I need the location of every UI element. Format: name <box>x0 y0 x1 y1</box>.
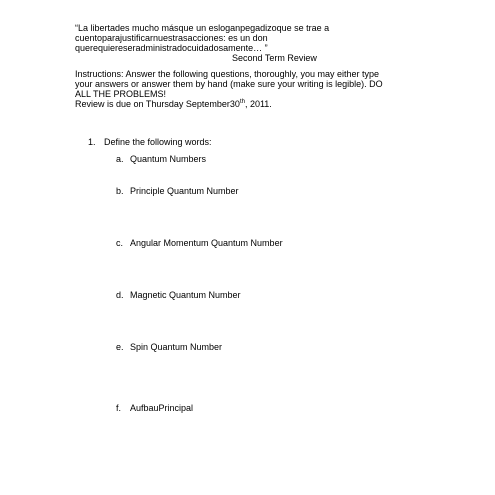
instructions-line-2: your answers or answer them by hand (make sure your writing is legible). DO <box>75 79 383 89</box>
item-letter: b. <box>116 186 124 196</box>
list-item-c <box>116 238 283 248</box>
epigraph-quote <box>75 23 405 53</box>
list-item-d <box>116 290 241 300</box>
item-text: Angular Momentum Quantum Number <box>130 238 283 248</box>
list-item-f <box>116 403 193 413</box>
due-date-ordinal: th <box>239 99 245 105</box>
item-letter: f. <box>116 403 122 413</box>
list-item-e <box>116 342 222 352</box>
list-item-b <box>116 186 239 196</box>
due-date-prefix: Review is due on Thursday September30 <box>75 99 240 109</box>
quote-line-3: querequiereseradministradocuidadosamente… ” <box>75 43 268 53</box>
item-text: AufbauPrincipal <box>130 403 194 413</box>
due-date-suffix: , 2011. <box>244 99 272 109</box>
instructions-block <box>75 69 420 109</box>
instructions-line-3: ALL THE PROBLEMS! <box>75 89 167 99</box>
item-text: Magnetic Quantum Number <box>130 290 241 300</box>
list-item-a <box>116 154 206 164</box>
instructions-line-1: Instructions: Answer the following questions, thoroughly, you may either type <box>75 69 379 79</box>
item-letter: a. <box>116 154 124 164</box>
item-text: Quantum Numbers <box>130 154 207 164</box>
item-letter: d. <box>116 290 124 300</box>
quote-line-2: cuentoparajustificarnuestrasacciones: es un don <box>75 33 268 43</box>
question-text: Define the following words: <box>104 137 212 147</box>
item-letter: c. <box>116 238 124 248</box>
document-title: Second Term Review <box>232 53 317 63</box>
question-number: 1. <box>88 137 96 147</box>
due-date-line <box>75 99 420 109</box>
item-text: Principle Quantum Number <box>130 186 239 196</box>
item-text: Spin Quantum Number <box>130 342 223 352</box>
quote-line-1: “La libertades mucho másque un esloganpegadizoque se trae a <box>75 23 330 33</box>
item-letter: e. <box>116 342 124 352</box>
question-1 <box>88 137 212 147</box>
